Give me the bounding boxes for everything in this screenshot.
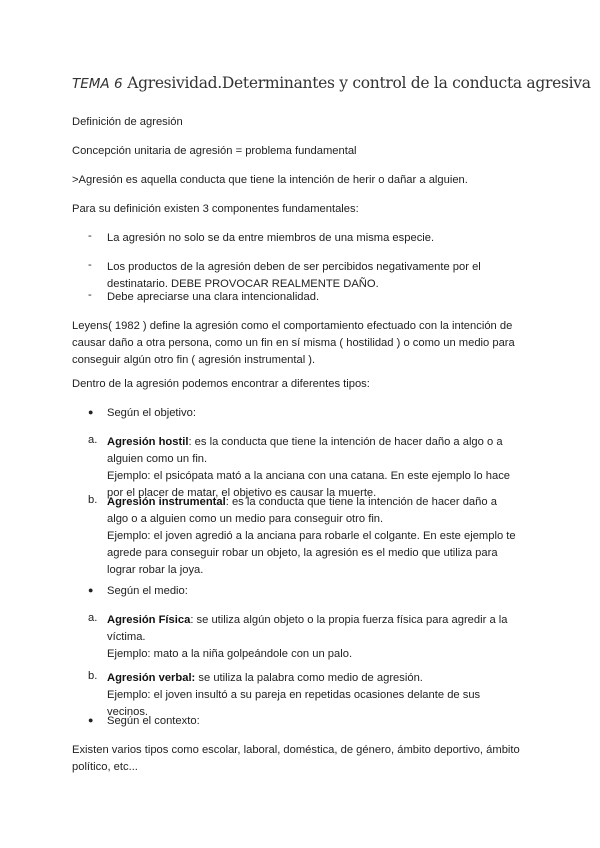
agresion-hostil-text: : es la conducta que tiene la intención de hacer daño a algo o a alguien como un fin.: [107, 436, 503, 465]
medio-label: Según el medio:: [107, 585, 188, 597]
agresion-definition: >Agresión es aquella conducta que tiene la intención de herir o dañar a alguien.: [72, 174, 468, 186]
componente-item: La agresión no solo se da entre miembros de una misma especie.: [107, 232, 435, 244]
agresion-instrumental-example: Ejemplo: el joven agredió a la anciana para robarle el colgante. En este ejemplo te agrede para conseguir robar un objeto, la agresión es el medio que utiliza para lograr robar la joya.: [107, 530, 516, 576]
list-letter: b.: [88, 494, 98, 506]
componente-item: Debe apreciarse una clara intencionalidad.: [107, 291, 320, 303]
agresion-hostil-term: Agresión hostil: [107, 436, 189, 448]
tipos-intro: Dentro de la agresión podemos encontrar a diferentes tipos:: [72, 378, 370, 390]
leyens-paragraph: Leyens( 1982 ) define la agresión como el comportamiento efectuado con la intención de causar daño a otra persona, como un fin en sí misma ( hostilidad ) o como un medio para conseguir algún otro fin ( agresión instrumental ).: [72, 320, 515, 366]
bullet-icon: ●: [88, 585, 94, 595]
agresion-verbal-text: se utiliza la palabra como medio de agresión.: [195, 672, 423, 684]
list-letter: a.: [88, 612, 98, 624]
agresion-instrumental-term: Agresión instrumental: [107, 496, 226, 508]
title-text: Agresividad.Determinantes y control de la conducta agresiva: [127, 74, 591, 92]
componentes-intro: Para su definición existen 3 componentes fundamentales:: [72, 203, 359, 215]
agresion-verbal-example: Ejemplo: el joven insultó a su pareja en repetidas ocasiones delante de sus vecinos.: [107, 689, 481, 718]
agresion-fisica-text: : se utiliza algún objeto o la propia fuerza física para agredir a la víctima.: [107, 614, 508, 643]
list-dash: -: [88, 259, 92, 271]
agresion-instrumental-item: [107, 494, 517, 579]
agresion-hostil-item: [107, 434, 517, 502]
agresion-fisica-term: Agresión Física: [107, 614, 191, 626]
title-tema: TEMA 6: [72, 76, 123, 92]
page-title: [72, 74, 591, 92]
agresion-fisica-example: Ejemplo: mato a la niña golpeándole con un palo.: [107, 648, 353, 660]
bullet-icon: ●: [88, 407, 94, 417]
list-letter: b.: [88, 670, 98, 682]
agresion-fisica-item: [107, 612, 517, 663]
list-letter: a.: [88, 434, 98, 446]
definicion-heading: Definición de agresión: [72, 116, 183, 128]
list-dash: -: [88, 289, 92, 301]
agresion-instrumental-text: : es la conducta que tiene la intención de hacer daño a algo o a alguien como un medio para conseguir otro fin.: [107, 496, 497, 525]
concepcion-paragraph: Concepción unitaria de agresión = problema fundamental: [72, 145, 357, 157]
list-dash: -: [88, 230, 92, 242]
agresion-verbal-term: Agresión verbal:: [107, 672, 196, 684]
contexto-paragraph: Existen varios tipos como escolar, laboral, doméstica, de género, ámbito deportivo, ámbito político, etc...: [72, 744, 520, 773]
contexto-label: Según el contexto:: [107, 715, 200, 727]
componente-item: Los productos de la agresión deben de ser percibidos negativamente por el destinatario. DEBE PROVOCAR REALMENTE DAÑO.: [107, 261, 481, 290]
bullet-icon: ●: [88, 715, 94, 725]
agresion-hostil-example: Ejemplo: el psicópata mató a la anciana con una catana. En este ejemplo lo hace por el placer de matar, el objetivo es causar la muerte.: [107, 470, 511, 499]
objetivo-label: Según el objetivo:: [107, 407, 196, 419]
